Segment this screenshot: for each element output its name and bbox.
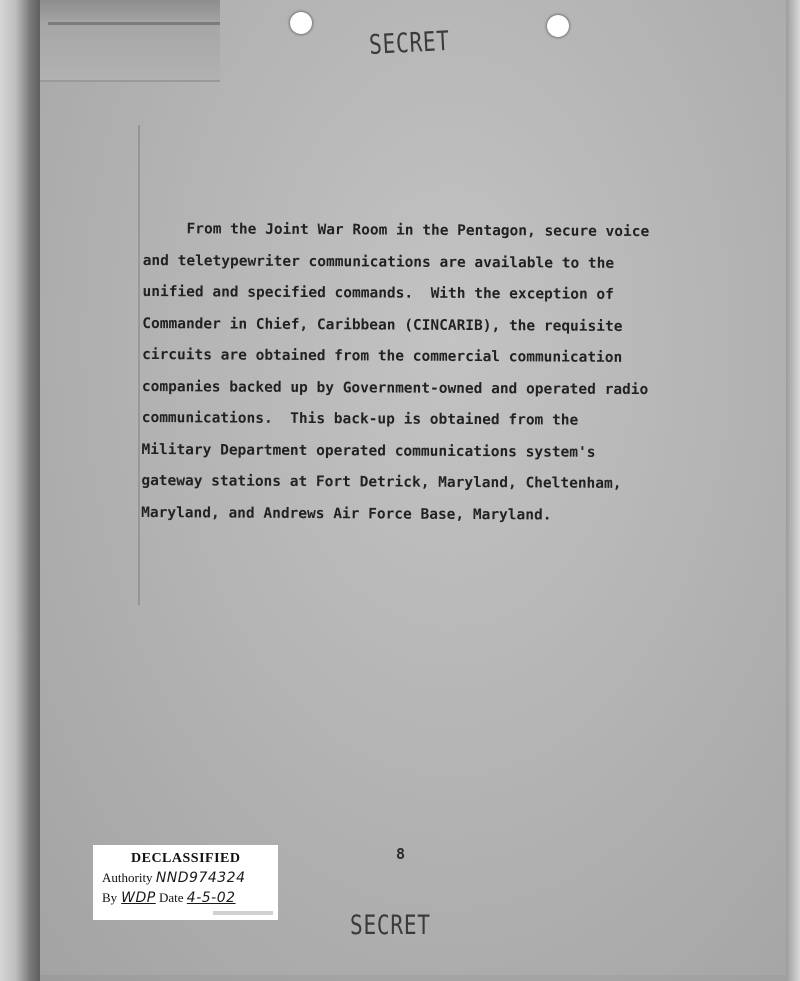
folder-tab-strip xyxy=(40,0,220,82)
punch-hole-right xyxy=(547,15,569,37)
body-line: and teletypewriter communications are available to the xyxy=(142,252,615,272)
body-paragraph xyxy=(141,214,703,532)
by-value: WDP xyxy=(121,890,156,906)
authority-label: Authority xyxy=(102,870,153,885)
date-label: Date xyxy=(159,890,184,905)
stamp-title: DECLASSIFIED xyxy=(131,851,241,866)
body-line: communications. This back-up is obtained from the xyxy=(141,409,579,429)
stamp-authority-row xyxy=(102,870,245,886)
classification-header: SECRET xyxy=(368,25,451,61)
body-line: From the Joint War Room in the Pentagon, secure voice xyxy=(142,220,650,241)
body-line: Military Department operated communications system's xyxy=(141,441,596,461)
body-line: unified and specified commands. With the exception of xyxy=(142,283,614,303)
page-number: 8 xyxy=(396,845,406,863)
by-label: By xyxy=(102,890,118,905)
stamp-by-row xyxy=(102,890,236,906)
body-line: Commander in Chief, Caribbean (CINCARIB), the requisite xyxy=(142,315,623,335)
punch-hole-left xyxy=(290,12,312,34)
stamp-smudge xyxy=(213,911,273,915)
margin-rule xyxy=(138,125,140,605)
date-value: 4-5-02 xyxy=(186,890,236,906)
declassification-stamp xyxy=(93,845,278,920)
body-line: Maryland, and Andrews Air Force Base, Maryland. xyxy=(141,504,552,524)
scan-left-edge xyxy=(0,0,40,981)
body-line: gateway stations at Fort Detrick, Maryland, Cheltenham, xyxy=(141,472,622,492)
body-line: companies backed up by Government-owned and operated radio xyxy=(141,378,649,398)
authority-value: NND974324 xyxy=(155,870,246,886)
scan-right-edge xyxy=(786,0,800,981)
classification-footer: SECRET xyxy=(350,910,431,941)
body-line: circuits are obtained from the commercial communication xyxy=(142,346,623,366)
